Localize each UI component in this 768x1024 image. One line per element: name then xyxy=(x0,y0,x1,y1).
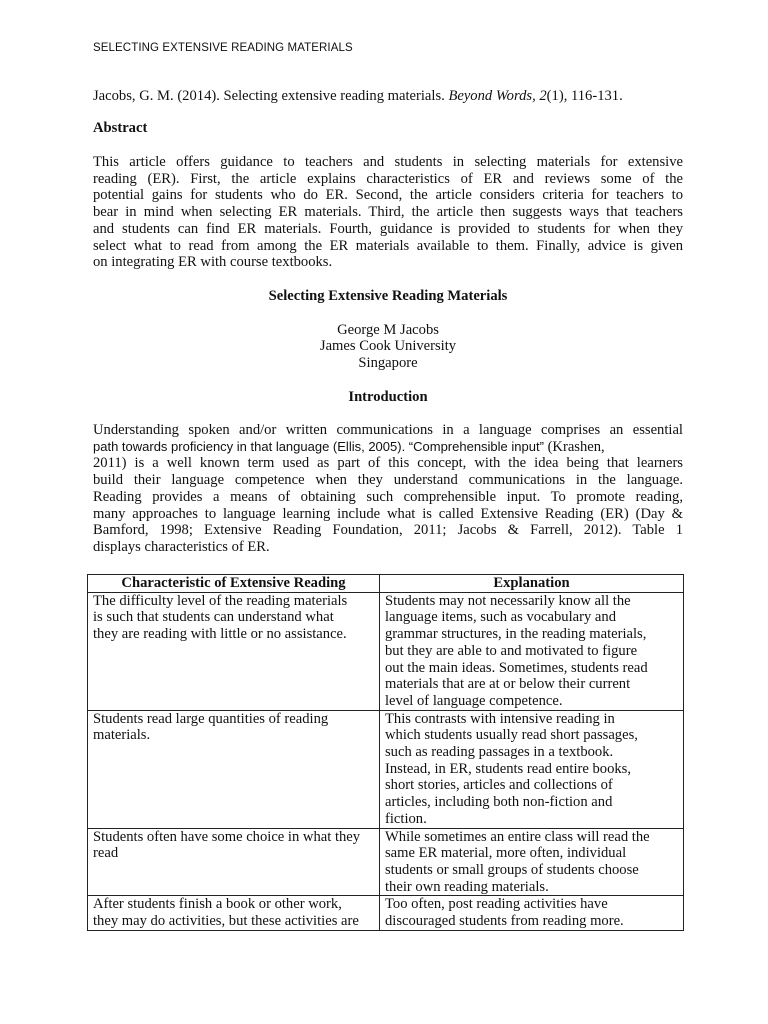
abstract-line: This article offers guidance to teachers and students in selecting materials for extensive xyxy=(93,154,683,170)
cell-line: level of language competence. xyxy=(385,692,563,709)
cell-line: such as reading passages in a textbook. xyxy=(385,744,614,761)
cell-line: This contrasts with intensive reading in xyxy=(385,710,615,727)
citation-authors: Jacobs, G. M. (2014). Selecting extensive reading materials. xyxy=(93,88,449,104)
intro-line: Reading provides a means of obtaining such comprehensible input. To promote reading, xyxy=(93,488,683,505)
cell-line: which students usually read short passages, xyxy=(385,727,638,744)
article-title: Selecting Extensive Reading Materials xyxy=(268,288,508,304)
cell-line: After students finish a book or other work, xyxy=(93,896,342,913)
abstract-line: bear in mind when selecting ER materials. Third, the article then suggests ways that teachers xyxy=(93,204,683,221)
intro-line: Bamford, 1998; Extensive Reading Foundation, 2011; Jacobs & Farrell, 2012). Table 1 xyxy=(93,522,683,539)
table-cell-explanation xyxy=(380,592,684,710)
cell-line: their own reading materials. xyxy=(385,878,549,895)
abstract-line: select what to read from among the ER materials available to them. Finally, advice is given xyxy=(93,237,683,254)
table-cell-explanation xyxy=(380,828,684,896)
cell-line: grammar structures, in the reading materials, xyxy=(385,626,647,643)
intro-line: Understanding spoken and/or written communications in a language comprises an essential xyxy=(93,422,683,438)
intro-line: 2011) is a well known term used as part of this concept, with the idea being that learners xyxy=(93,455,683,472)
abstract-body xyxy=(93,154,683,271)
cell-line: materials that are at or below their current xyxy=(385,676,631,693)
cell-line: Students often have some choice in what they xyxy=(93,828,361,845)
cell-line: Students may not necessarily know all the xyxy=(385,592,631,609)
author-affiliation: James Cook University xyxy=(319,338,457,354)
abstract-line: and students can find ER materials. Fourth, guidance is provided to students for when they xyxy=(93,220,683,237)
cell-line: Too often, post reading activities have xyxy=(385,896,608,913)
er-characteristics-table xyxy=(87,574,684,931)
cell-line: articles, including both non-fiction and xyxy=(385,794,613,811)
introduction-heading: Introduction xyxy=(348,389,428,405)
abstract-line: on integrating ER with course textbooks. xyxy=(93,254,333,271)
citation xyxy=(93,88,683,105)
table-body xyxy=(88,592,684,930)
intro-line: many approaches to language learning include what is called Extensive Reading (ER) (Day & xyxy=(93,505,683,522)
cell-line: short stories, articles and collections of xyxy=(385,777,613,794)
citation-issue-pages: (1), 116-131. xyxy=(546,88,623,104)
table-cell-explanation xyxy=(380,710,684,828)
table-row xyxy=(88,828,684,896)
intro-line xyxy=(93,439,683,456)
introduction-body xyxy=(93,422,683,556)
table-header-row xyxy=(88,575,684,593)
table-row xyxy=(88,710,684,828)
cell-line: The difficulty level of the reading materials xyxy=(93,592,348,609)
abstract-line: reading (ER). First, the article explains characteristics of ER and reviews some of the xyxy=(93,170,683,187)
cell-line: read xyxy=(93,845,119,862)
cell-line: they are reading with little or no assistance. xyxy=(93,626,347,643)
table-cell-characteristic xyxy=(88,828,380,896)
table-row xyxy=(88,592,684,710)
author-name: George M Jacobs xyxy=(337,322,439,338)
running-head: SELECTING EXTENSIVE READING MATERIALS xyxy=(93,42,353,54)
table-row xyxy=(88,896,684,930)
cell-line: same ER material, more often, individual xyxy=(385,845,627,862)
citation-journal: Beyond Words, 2 xyxy=(448,88,547,104)
cell-line: language items, such as vocabulary and xyxy=(385,609,616,626)
intro-line: build their language competence when they understand communications in the language. xyxy=(93,472,683,489)
table-cell-characteristic xyxy=(88,710,380,828)
table-cell-explanation xyxy=(380,896,684,930)
intro-line-serif-part: (Krashen, xyxy=(543,438,605,455)
table-header-explanation: Explanation xyxy=(380,575,684,593)
intro-line-sans-part: path towards proficiency in that language (Ellis, 2005). “Comprehensible input” xyxy=(93,438,544,454)
cell-line: is such that students can understand what xyxy=(93,609,334,626)
abstract-line: potential gains for students who do ER. Second, the article considers criteria for teachers to xyxy=(93,187,683,204)
cell-line: but they are able to and motivated to figure xyxy=(385,642,638,659)
cell-line: they may do activities, but these activities are xyxy=(93,913,359,930)
author-country: Singapore xyxy=(358,355,418,371)
abstract-heading: Abstract xyxy=(93,120,148,136)
cell-line: fiction. xyxy=(385,810,427,827)
table-cell-characteristic xyxy=(88,592,380,710)
cell-line: students or small groups of students choose xyxy=(385,861,639,878)
cell-line: out the main ideas. Sometimes, students read xyxy=(385,659,648,676)
cell-line: Instead, in ER, students read entire books, xyxy=(385,760,632,777)
cell-line: discouraged students from reading more. xyxy=(385,913,624,930)
table-cell-characteristic xyxy=(88,896,380,930)
cell-line: materials. xyxy=(93,727,151,744)
cell-line: While sometimes an entire class will read the xyxy=(385,828,650,845)
intro-line: displays characteristics of ER. xyxy=(93,538,270,555)
cell-line: Students read large quantities of reading xyxy=(93,710,329,727)
table-header-characteristic: Characteristic of Extensive Reading xyxy=(88,575,380,593)
